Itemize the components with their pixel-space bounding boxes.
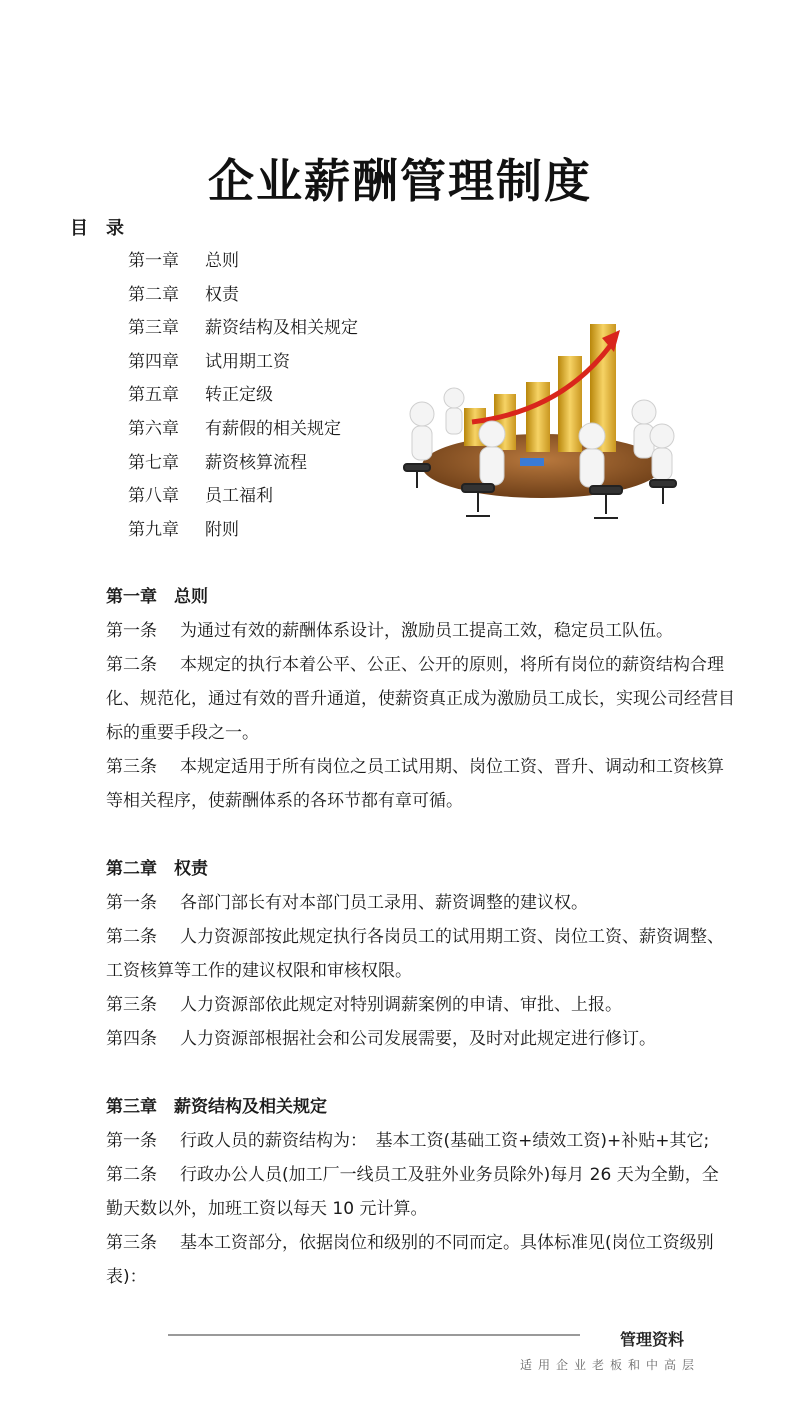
- toc-item: 第二章 权责: [128, 284, 239, 305]
- footer-label: 管理资料: [620, 1330, 685, 1349]
- article: 第二条 人力资源部按此规定执行各岗员工的试用期工资、岗位工资、薪资调整、工资核算等工作的建议权限和审核权限。: [106, 927, 724, 981]
- toc-item: 第七章 薪资核算流程: [128, 452, 307, 473]
- toc-heading: 目 录: [70, 218, 124, 239]
- toc-item: 第八章 员工福利: [128, 486, 273, 507]
- article: 第二条 行政办公人员(加工厂一线员工及驻外业务员除外)每月 26 天为全勤，全勤天数以外，加班工资以每天 10 元计算。: [106, 1165, 719, 1219]
- chapter-heading: 第三章 薪资结构及相关规定: [106, 1097, 327, 1117]
- toc-item: 第一章 总则: [128, 251, 239, 271]
- toc-item: 第三章 薪资结构及相关规定: [128, 318, 358, 339]
- table-of-contents: [128, 247, 358, 549]
- chapter-heading: 第一章 总则: [106, 587, 208, 607]
- article: 第四条 人力资源部根据社会和公司发展需要，及时对此规定进行修订。: [106, 1029, 656, 1049]
- meeting-growth-illustration: [392, 316, 692, 546]
- chapter-heading: 第二章 权责: [106, 859, 208, 879]
- footer-subtitle: 适用企业老板和中高层: [520, 1358, 701, 1372]
- article: 第三条 人力资源部依此规定对特别调薪案例的申请、审批、上报。: [106, 995, 622, 1015]
- toc-item: 第四章 试用期工资: [128, 351, 290, 372]
- article: 第三条 本规定适用于所有岗位之员工试用期、岗位工资、晋升、调动和工资核算等相关程序，使薪酬体系的各环节都有章可循。: [106, 757, 724, 811]
- document-body: [70, 580, 735, 1294]
- toc-item: 第五章 转正定级: [128, 385, 273, 406]
- toc-item: 第九章 附则: [128, 519, 239, 540]
- document-title: 企业薪酬管理制度: [208, 154, 592, 208]
- article: 第一条 各部门部长有对本部门员工录用、薪资调整的建议权。: [106, 893, 588, 913]
- toc-item: 第六章 有薪假的相关规定: [128, 418, 341, 439]
- article: 第二条 本规定的执行本着公平、公正、公开的原则，将所有岗位的薪资结构合理化、规范化，通过有效的晋升通道，使薪资真正成为激励员工成长，实现公司经营目标的重要手段之一。: [106, 655, 735, 743]
- article: 第一条 为通过有效的薪酬体系设计，激励员工提高工效，稳定员工队伍。: [106, 621, 673, 641]
- article: 第三条 基本工资部分，依据岗位和级别的不同而定。具体标准见(岗位工资级别表)：: [106, 1233, 714, 1287]
- article: 第一条 行政人员的薪资结构为： 基本工资(基础工资+绩效工资)+补贴+其它;: [106, 1131, 710, 1151]
- footer-divider: [168, 1334, 580, 1336]
